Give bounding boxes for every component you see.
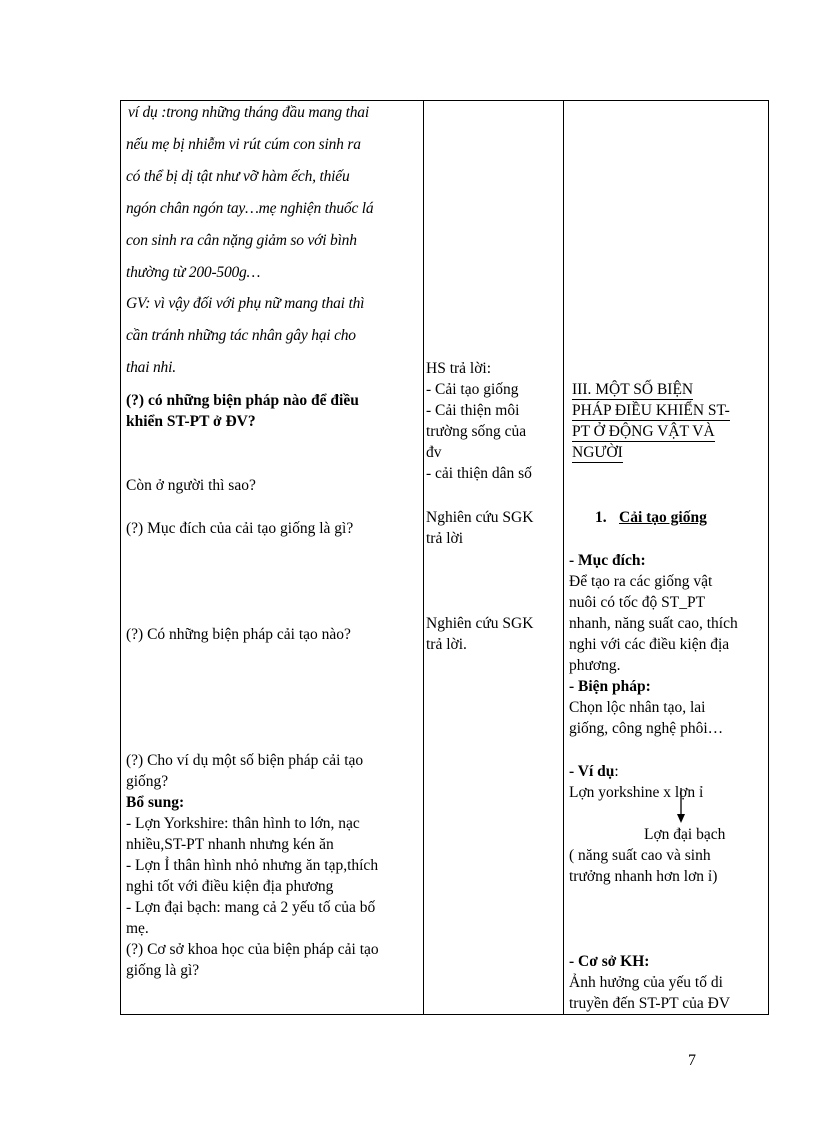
research-2-line-1: Nghiên cứu SGK xyxy=(426,615,534,632)
column-divider-1 xyxy=(423,101,424,1014)
question-methods: (?) Có những biện pháp cải tạo nào? xyxy=(126,626,351,643)
subheading-number: 1. xyxy=(595,509,607,526)
question-measures-1: (?) có những biện pháp nào để điều xyxy=(126,392,359,409)
purpose-label: - Mục đích: xyxy=(569,552,646,569)
methods-line-2: giống, công nghệ phôi… xyxy=(569,720,724,737)
example-line-1: ví dụ :trong những tháng đầu mang thai xyxy=(128,104,369,121)
answer-line-1: HS trả lời: xyxy=(426,360,492,377)
section-heading-line-3: PT Ở ĐỘNG VẬT VÀ xyxy=(572,423,715,440)
research-2-line-2: trả lời. xyxy=(426,636,467,653)
cross-result: Lợn đại bạch xyxy=(644,826,726,843)
example-line-4: ngón chân ngón tay…mẹ nghiện thuốc lá xyxy=(126,200,374,217)
methods-label: - Biện pháp: xyxy=(569,678,651,695)
result-desc-line-2: trưởng nhanh hơn lơn ỉ) xyxy=(569,868,718,885)
purpose-line-3: nhanh, năng suất cao, thích xyxy=(569,615,738,632)
purpose-line-5: phương. xyxy=(569,657,621,674)
purpose-line-2: nuôi có tốc độ ST_PT xyxy=(569,594,706,611)
answer-line-2: - Cải tạo giống xyxy=(426,381,519,398)
basis-label: - Cơ sở KH: xyxy=(569,953,650,970)
arrow-down-icon xyxy=(676,788,686,824)
supplement-line-2: nhiều,ST-PT nhanh nhưng kén ăn xyxy=(126,836,334,853)
question-purpose: (?) Mục đích của cải tạo giống là gì? xyxy=(126,520,354,537)
gv-line-1-rest: vì vậy đối với phụ nữ mang thai thì xyxy=(150,295,365,312)
question-humans: Còn ở người thì sao? xyxy=(126,477,256,494)
gv-label: GV: xyxy=(126,295,151,312)
example-line-5: con sinh ra cân nặng giảm so với bình xyxy=(126,232,357,249)
example-line-3: có thể bị dị tật như vỡ hàm ếch, thiếu xyxy=(126,168,350,185)
example-label-line xyxy=(569,763,619,781)
example-line-6: thường từ 200-500g… xyxy=(126,264,261,281)
example-line-2: nếu mẹ bị nhiễm vi rút cúm con sinh ra xyxy=(126,136,361,153)
research-1-line-2: trả lời xyxy=(426,530,464,547)
supplement-line-1: - Lợn Yorkshire: thân hình to lớn, nạc xyxy=(126,815,360,832)
section-heading-line-1: III. MỘT SỐ BIỆN xyxy=(572,381,694,398)
column-divider-2 xyxy=(563,101,564,1014)
example-colon: : xyxy=(614,763,619,780)
research-1-line-1: Nghiên cứu SGK xyxy=(426,509,534,526)
purpose-line-4: nghi với các điều kiện địa xyxy=(569,636,730,653)
question-basis-1: (?) Cơ sở khoa học của biện pháp cải tạo xyxy=(126,941,379,958)
answer-line-4: trường sống của xyxy=(426,423,527,440)
question-basis-2: giống là gì? xyxy=(126,962,200,979)
answer-line-3: - Cải thiện môi xyxy=(426,402,520,419)
methods-line-1: Chọn lộc nhân tạo, lai xyxy=(569,699,706,716)
basis-line-2: truyền đến ST-PT của ĐV xyxy=(569,995,731,1012)
supplement-line-3: - Lợn Ỉ thân hình nhỏ nhưng ăn tạp,thích xyxy=(126,857,379,874)
answer-line-5: đv xyxy=(426,444,442,461)
question-example-1: (?) Cho ví dụ một số biện pháp cải tạo xyxy=(126,752,364,769)
supplement-line-4: nghi tốt với điều kiện địa phương xyxy=(126,878,334,895)
gv-line-3: thai nhi. xyxy=(126,359,176,376)
section-heading-line-4: NGƯỜI xyxy=(572,444,623,461)
supplement-label: Bổ sung: xyxy=(126,794,185,811)
section-heading-line-2: PHÁP ĐIỀU KHIỂN ST- xyxy=(572,402,730,419)
question-example-2: giống? xyxy=(126,773,169,790)
subheading: Cải tạo giống xyxy=(619,509,707,526)
result-desc-line-1: ( năng suất cao và sinh xyxy=(569,847,711,864)
example-label: - Ví dụ xyxy=(569,763,615,780)
supplement-line-6: mẹ. xyxy=(126,920,149,937)
gv-line-2: cần tránh những tác nhân gây hại cho xyxy=(126,327,356,344)
basis-line-1: Ảnh hưởng của yếu tố di xyxy=(569,974,723,991)
supplement-line-5: - Lợn đại bạch: mang cả 2 yếu tố của bố xyxy=(126,899,376,916)
page-number: 7 xyxy=(688,1052,696,1069)
question-measures-2: khiển ST-PT ở ĐV? xyxy=(126,413,256,430)
cross-line: Lợn yorkshine x lợn ỉ xyxy=(569,784,704,801)
purpose-line-1: Để tạo ra các giống vật xyxy=(569,573,713,590)
answer-line-6: - cải thiện dân số xyxy=(426,465,532,482)
gv-line-1 xyxy=(126,295,364,313)
